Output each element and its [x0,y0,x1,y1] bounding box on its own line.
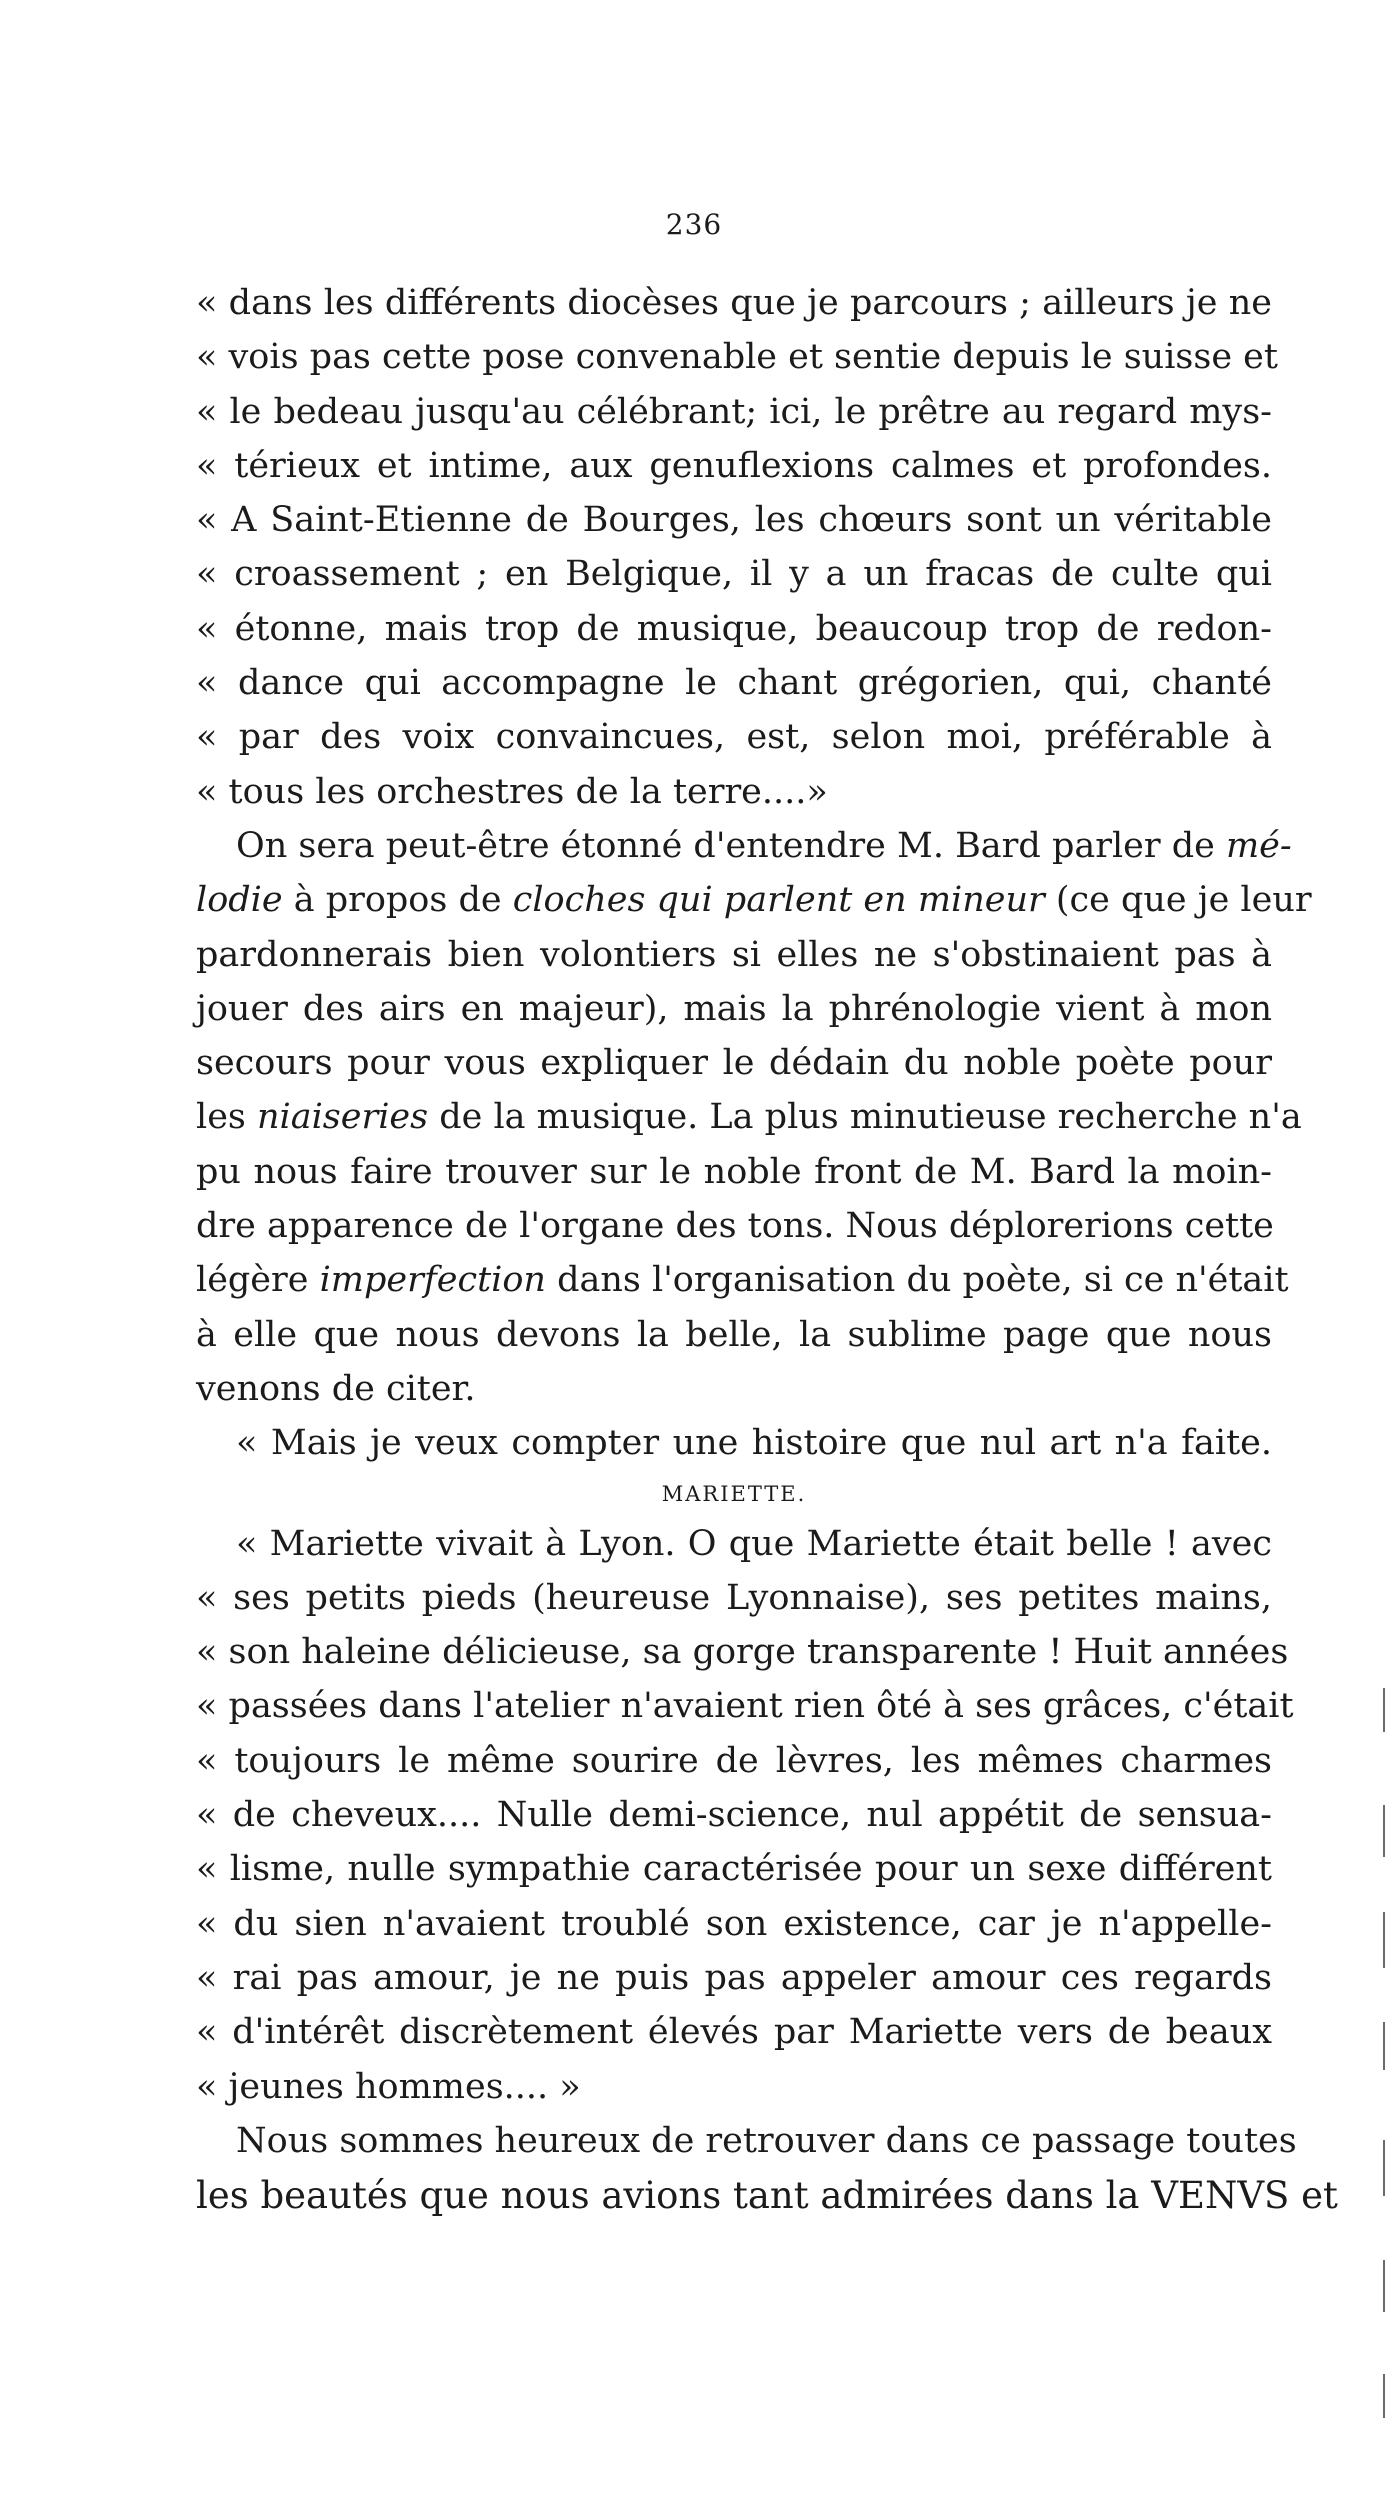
scan-edge-mark [1383,1805,1385,1857]
text-line: « par des voix convaincues, est, selon moi, préférable à [196,717,1272,758]
text-line: « du sien n'avaient troublé son existence, car je n'appelle- [196,1903,1272,1944]
text-line [196,1090,1302,1144]
text-line: « rai pas amour, je ne puis pas appeler amour ces regards [196,1957,1272,1998]
text-line: « passées dans l'atelier n'avaient rien ôté à ses grâces, c'était [196,1686,1294,1727]
text-segment: les [196,1097,257,1138]
italic-text: lodie [196,880,283,921]
text-line: les beautés que nous avions tant admirées dans la VENVS et [196,2174,1338,2218]
scan-edge-mark [1383,1912,1385,1968]
text-line: pu nous faire trouver sur le noble front de M. Bard la moin- [196,1151,1272,1192]
section-heading: MARIETTE. [661,1481,807,1506]
text-line: « térieux et intime, aux genuflexions calmes et profondes. [196,445,1272,486]
text-line: jouer des airs en majeur), mais la phrénologie vient à mon [196,988,1272,1029]
italic-text: cloches qui parlent en mineur [512,880,1045,921]
text-line: « toujours le même sourire de lèvres, les mêmes charmes [196,1740,1272,1781]
text-line: Nous sommes heureux de retrouver dans ce passage toutes [236,2120,1297,2161]
text-segment: (ce que je leur [1044,880,1312,921]
text-line [196,873,1312,927]
text-line: dre apparence de l'organe des tons. Nous déplorerions cette [196,1206,1274,1247]
text-line: « A Saint-Etienne de Bourges, les chœurs sont un véritable [196,500,1272,541]
text-line: « Mariette vivait à Lyon. O que Mariette était belle ! avec [236,1523,1272,1564]
text-segment: de la musique. La plus minutieuse recherche n'a [428,1097,1302,1138]
text-line: venons de citer. [196,1368,476,1409]
text-line: « d'intérêt discrètement élevés par Mariette vers de beaux [196,2012,1272,2053]
text-segment: dans l'organisation du poète, si ce n'était [545,1260,1289,1301]
text-line: « dans les différents diocèses que je parcours ; ailleurs je ne [196,283,1272,323]
scan-edge-mark [1383,2140,1385,2196]
italic-text: mé- [1225,825,1292,866]
text-line: « vois pas cette pose convenable et sentie depuis le suisse et [196,337,1278,378]
text-line [196,819,1292,873]
italic-text: niaiseries [257,1097,429,1138]
text-line: « le bedeau jusqu'au célébrant; ici, le prêtre au regard mys- [196,391,1272,432]
scan-edge-mark [1383,2260,1385,2312]
page-number: 236 [665,208,723,241]
scan-edge-mark [1383,1688,1385,1732]
scan-edge-mark [1383,2022,1385,2070]
text-line: secours pour vous expliquer le dédain du noble poète pour [196,1043,1272,1084]
italic-text: imperfection [319,1260,546,1301]
text-line: « tous les orchestres de la terre....» [196,771,828,812]
text-segment: à propos de [282,880,513,921]
text-line: « de cheveux.... Nulle demi-science, nul appétit de sensua- [196,1795,1272,1836]
text-line: « croassement ; en Belgique, il y a un fracas de culte qui [196,554,1272,595]
text-line: « étonne, mais trop de musique, beaucoup trop de redon- [196,608,1272,649]
text-line: « Mais je veux compter une histoire que nul art n'a faite. [236,1423,1272,1464]
text-line: pardonnerais bien volontiers si elles ne s'obstinaient pas à [196,934,1272,975]
text-line: à elle que nous devons la belle, la sublime page que nous [196,1314,1272,1355]
body-text [196,276,1338,2224]
scan-edge-mark [1383,2374,1385,2418]
text-line: « son haleine délicieuse, sa gorge transparente ! Huit années [196,1632,1289,1673]
text-segment: légère [196,1260,320,1301]
text-line: « dance qui accompagne le chant grégorien, qui, chanté [196,663,1272,704]
text-line: « jeunes hommes.... » [196,2066,581,2107]
text-line: « lisme, nulle sympathie caractérisée pour un sexe différent [196,1849,1272,1890]
text-line: « ses petits pieds (heureuse Lyonnaise), ses petites mains, [196,1577,1272,1618]
text-line [196,1253,1289,1307]
text-segment: On sera peut-être étonné d'entendre M. Bard parler de [236,825,1226,866]
